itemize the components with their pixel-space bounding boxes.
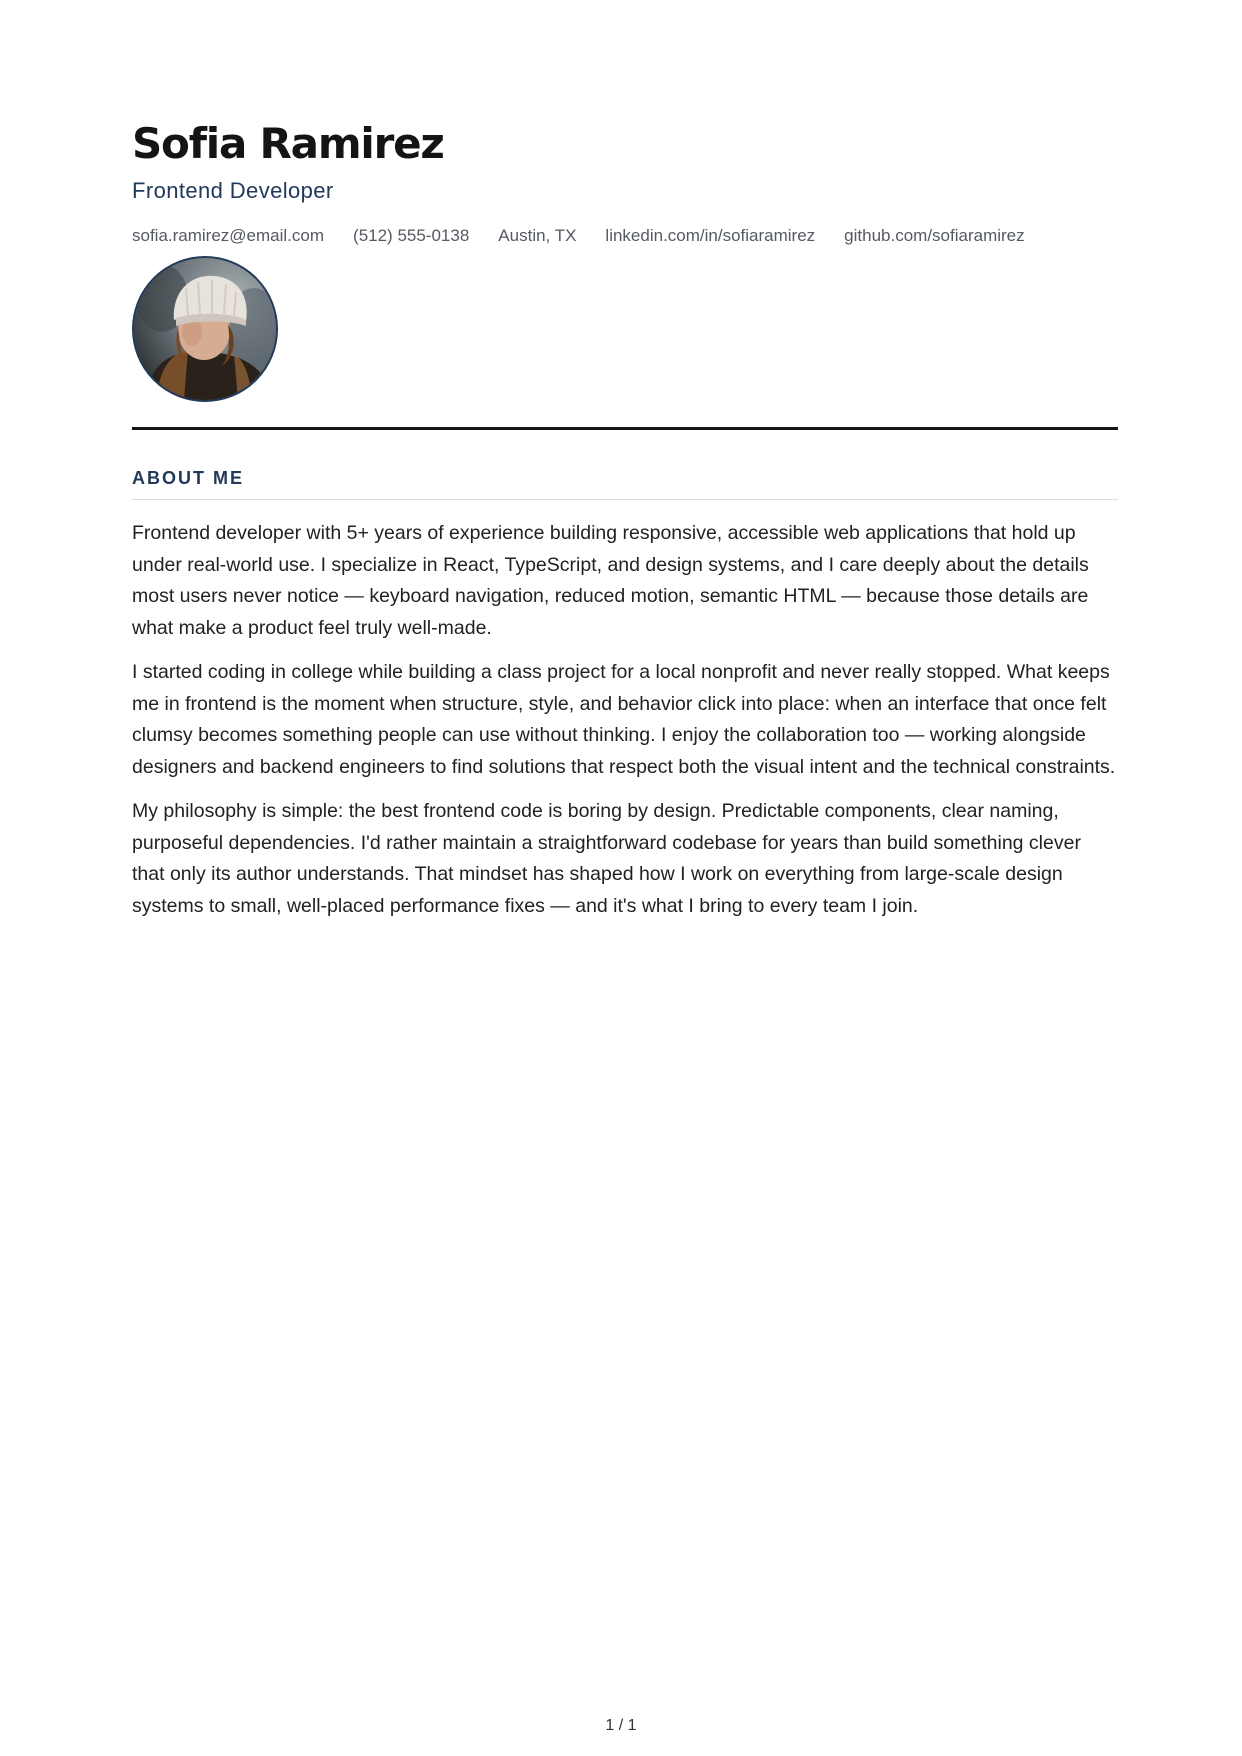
- contact-bar: [132, 224, 1025, 248]
- contact-email[interactable]: sofia.ramirez@email.com: [132, 226, 325, 245]
- about-section-title: ABOUT ME: [132, 468, 244, 488]
- about-paragraph: My philosophy is simple: the best frontend code is boring by design. Predictable components, clear naming, purposeful dependencies. I'd rather maintain a straightforward codebase for years than build something clever that only its author understands. That mindset has shaped how I work on everything from large-scale design systems to small, well-placed performance fixes — and it's what I bring to every team I join.: [132, 800, 1081, 917]
- contact-linkedin[interactable]: linkedin.com/in/sofiaramirez: [605, 226, 816, 245]
- about-paragraph: Frontend developer with 5+ years of experience building responsive, accessible web applications that hold up under real-world use. I specialize in React, TypeScript, and design systems, and I care deeply about the details most users never notice — keyboard navigation, reduced motion, semantic HTML — because those details are what make a product feel truly well-made.: [132, 522, 1089, 639]
- about-section: [132, 518, 1118, 935]
- about-paragraph: I started coding in college while building a class project for a local nonprofit and never really stopped. What keeps me in frontend is the moment when structure, style, and behavior click into place: when an interface that once felt clumsy becomes something people can use without thinking. I enjoy the collaboration too — working alongside designers and backend engineers to find solutions that respect both the visual intent and the technical constraints.: [132, 661, 1116, 778]
- candidate-name: Sofia Ramirez: [132, 119, 444, 168]
- header-divider: [132, 427, 1118, 430]
- profile-photo-icon: [134, 258, 276, 400]
- contact-location: Austin, TX: [498, 226, 577, 245]
- page-number: 1 / 1: [605, 1717, 637, 1734]
- section-divider: [132, 499, 1118, 500]
- contact-phone[interactable]: (512) 555-0138: [353, 226, 470, 245]
- contact-github[interactable]: github.com/sofiaramirez: [844, 226, 1025, 245]
- job-title: Frontend Developer: [132, 178, 334, 203]
- profile-photo: [132, 256, 278, 402]
